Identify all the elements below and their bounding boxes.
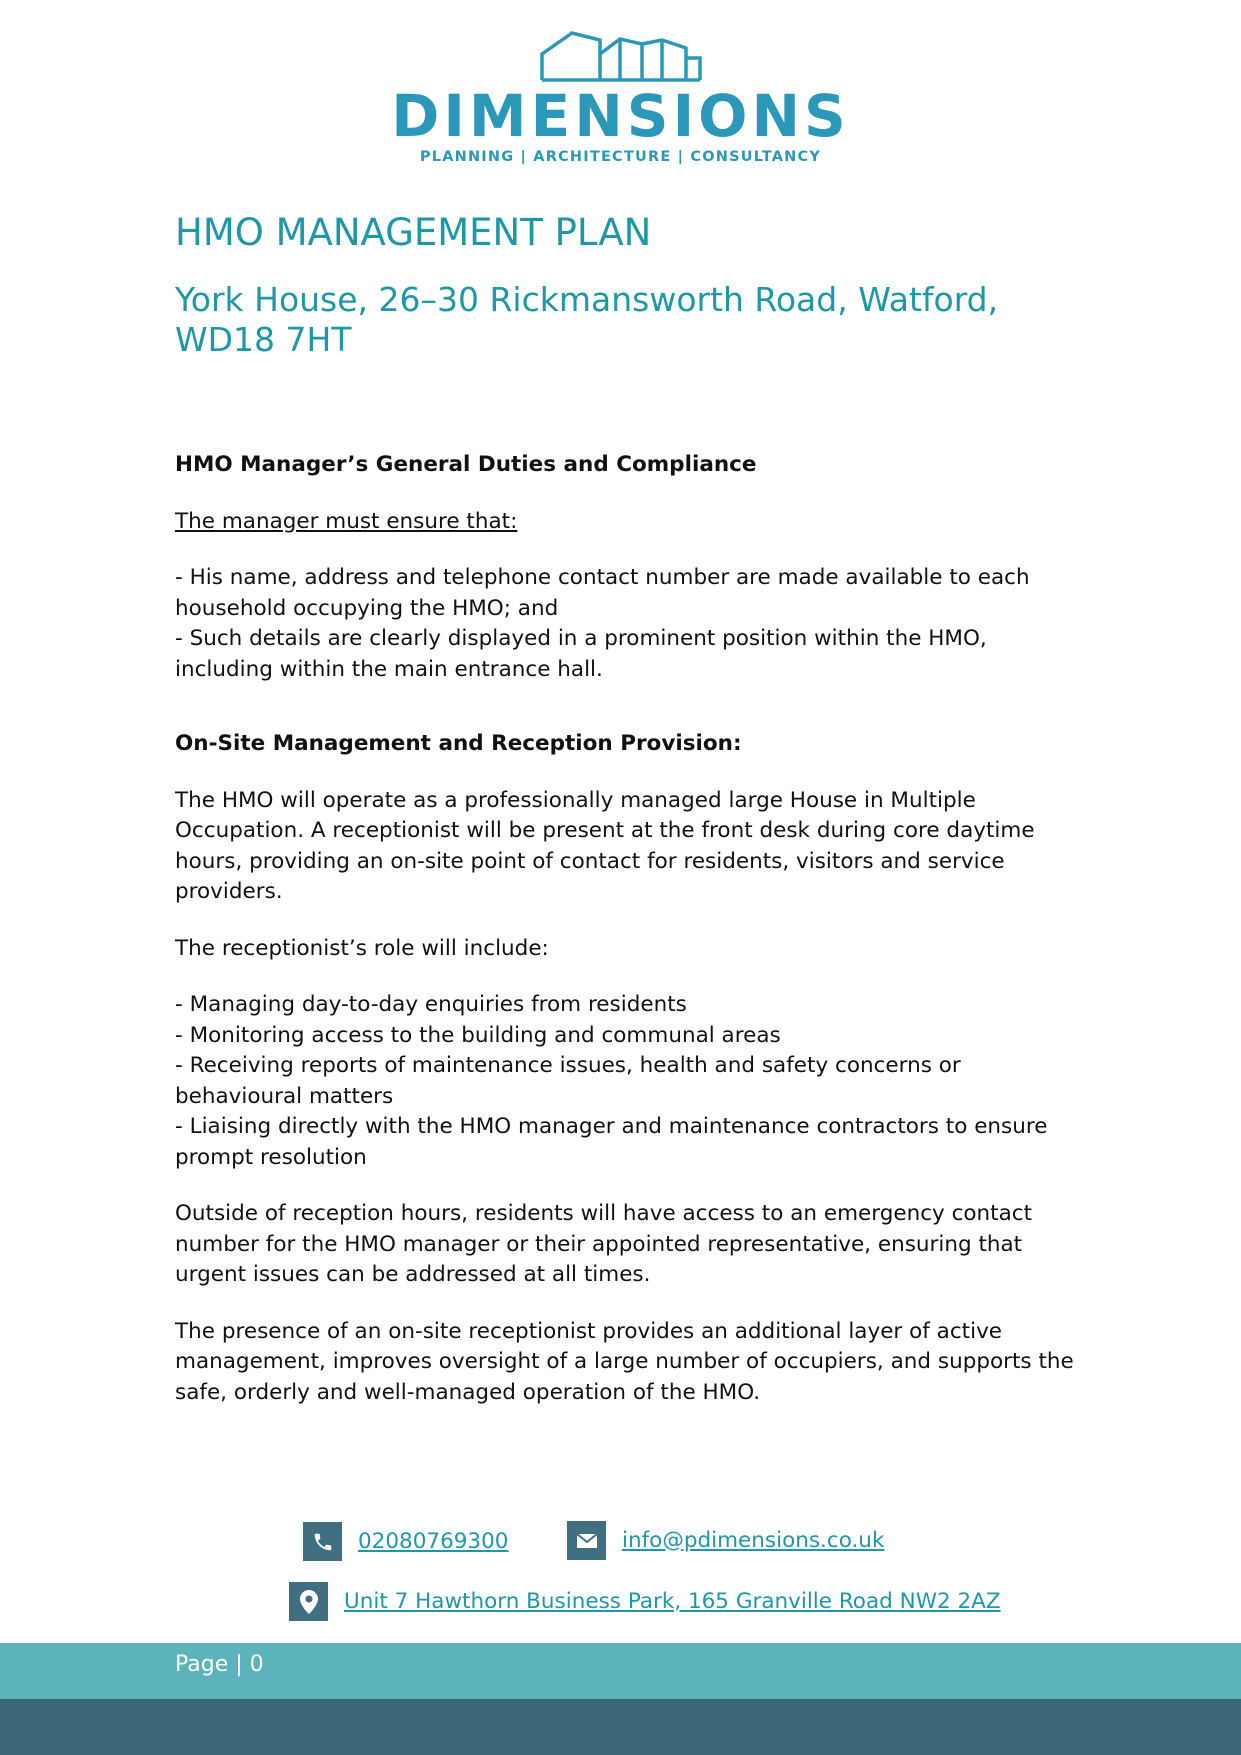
role-item: - Monitoring access to the building and communal areas [175,1022,781,1048]
logo-wordmark: DIMENSIONS [391,82,850,150]
address-link[interactable]: Unit 7 Hawthorn Business Park, 165 Granville Road NW2 2AZ [344,1588,1001,1614]
role-item: - Receiving reports of maintenance issues, health and safety concerns or behavioural matters [175,1053,961,1109]
logo-tagline: PLANNING | ARCHITECTURE | CONSULTANCY [419,149,822,165]
envelope-icon [567,1521,606,1560]
reception-role-intro: The receptionist’s role will include: [175,935,549,961]
page-number: Page | 0 [175,1652,264,1677]
conclusion-paragraph: The presence of an on-site receptionist provides an additional layer of active management, improves oversight of a large number of occupiers, and supports the safe, orderly and well-managed operation of the HMO. [175,1318,1074,1405]
role-item: - Managing day-to-day enquiries from residents [175,992,687,1017]
role-item: - Liaising directly with the HMO manager and maintenance contractors to ensure prompt resolution [175,1114,1048,1170]
buildings-logo-icon [536,30,706,82]
duties-intro: The manager must ensure that: [175,508,518,534]
email-contact [567,1521,884,1560]
document-subtitle: York House, 26–30 Rickmansworth Road, Watford, WD18 7HT [175,280,999,359]
section-heading-reception: On-Site Management and Reception Provision: [175,731,742,756]
phone-icon [303,1522,342,1561]
section-heading-duties: HMO Manager’s General Duties and Compliance [175,452,757,477]
company-logo [0,30,1241,166]
document-title: HMO MANAGEMENT PLAN [175,211,652,254]
footer-band-dark [0,1699,1241,1755]
document-body [175,450,1075,1408]
reception-paragraph: The HMO will operate as a professionally managed large House in Multiple Occupation. A receptionist will be present at the front desk during core daytime hours, providing an on-site point of contact for residents, visitors and service providers. [175,787,1035,904]
phone-link[interactable]: 02080769300 [358,1528,509,1554]
location-pin-icon [289,1582,328,1621]
email-link[interactable]: info@pdimensions.co.uk [622,1527,885,1553]
address-contact [289,1582,1001,1621]
duty-item: - His name, address and telephone contact number are made available to each household occupying the HMO; and [175,565,1030,621]
duty-item: - Such details are clearly displayed in a prominent position within the HMO, including within the main entrance hall. [175,626,987,682]
phone-contact [303,1522,508,1561]
out-of-hours-paragraph: Outside of reception hours, residents will have access to an emergency contact number for the HMO manager or their appointed representative, ensuring that urgent issues can be addressed at all times. [175,1201,1033,1287]
